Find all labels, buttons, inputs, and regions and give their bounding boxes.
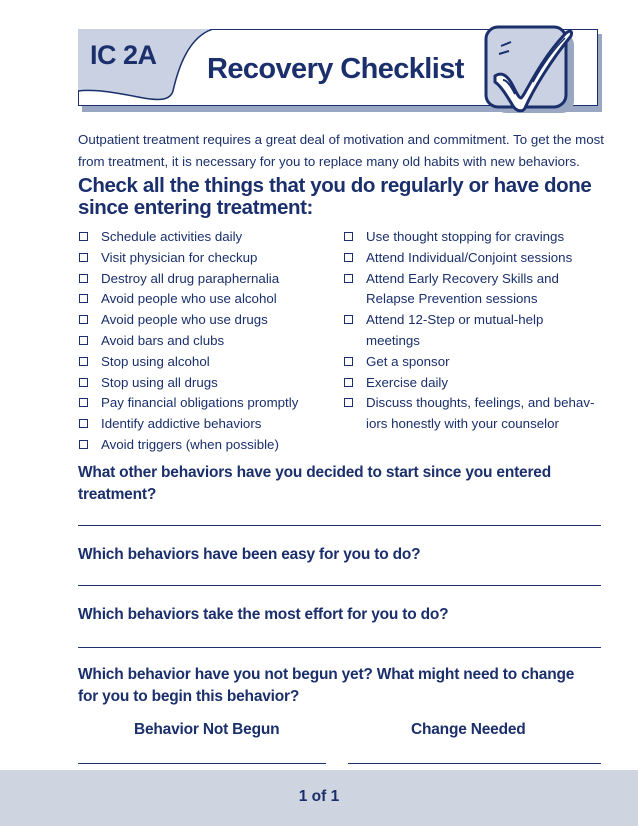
checkbox[interactable] [344, 232, 353, 241]
question-easy-behaviors: Which behaviors have been easy for you to do? [78, 546, 421, 563]
checkbox[interactable] [79, 398, 88, 407]
question-not-begun [78, 664, 608, 708]
answer-line[interactable] [78, 585, 601, 586]
checkbox[interactable] [344, 398, 353, 407]
checklist-item-label: Avoid triggers (when possible) [101, 436, 279, 452]
checklist-item-label: Schedule activities daily [101, 229, 243, 244]
question-line: Which behavior have you not begun yet? What might need to change [78, 666, 575, 683]
checkmark-icon [481, 24, 579, 116]
checklist-item[interactable] [78, 227, 340, 248]
checklist-item-label: Avoid bars and clubs [101, 332, 225, 348]
checkbox[interactable] [344, 357, 353, 366]
checklist-item[interactable] [78, 331, 340, 352]
answer-line-behavior[interactable] [78, 763, 326, 764]
checklist-heading-line: since entering treatment: [78, 196, 313, 219]
checklist-item[interactable] [343, 352, 613, 373]
checklist-item[interactable] [78, 248, 340, 269]
checklist-item-label: Attend 12-Step or mutual-help [366, 312, 544, 328]
checkbox[interactable] [79, 294, 88, 303]
checklist-item[interactable] [78, 393, 340, 414]
checklist-item[interactable] [78, 352, 340, 373]
checklist-item-label: Attend Early Recovery Skills and [366, 270, 559, 286]
answer-line[interactable] [78, 525, 601, 526]
checkbox[interactable] [79, 274, 88, 283]
checklist-item-label: Visit physician for checkup [101, 249, 258, 265]
page-number: 1 of 1 [298, 788, 340, 805]
answer-line[interactable] [78, 647, 601, 648]
checklist-item[interactable] [78, 289, 340, 310]
checkbox[interactable] [344, 274, 353, 283]
question-line: treatment? [78, 486, 157, 503]
checklist-item-label: Pay financial obligations promptly [101, 395, 299, 411]
answer-line-change[interactable] [348, 763, 601, 764]
checkbox[interactable] [344, 315, 353, 324]
checkbox[interactable] [79, 419, 88, 428]
checklist-item[interactable] [78, 373, 340, 394]
checklist-item[interactable] [343, 393, 613, 435]
checklist-item-label-cont: Relapse Prevention sessions [366, 291, 538, 307]
checklist-item-label: Exercise daily [366, 374, 449, 390]
checkbox[interactable] [79, 336, 88, 345]
checkbox[interactable] [79, 440, 88, 449]
checklist-item-label: Attend Individual/Conjoint sessions [366, 249, 573, 265]
question-line: What other behaviors have you decided to start since you entered [78, 464, 551, 481]
question-effort-behaviors: Which behaviors take the most effort for you to do? [78, 606, 449, 623]
checklist-item[interactable] [343, 269, 613, 311]
form-code: IC 2A [90, 40, 157, 70]
checklist-item[interactable] [343, 310, 613, 352]
checklist-item[interactable] [78, 310, 340, 331]
checklist-heading [78, 175, 618, 219]
checklist-item-label: Use thought stopping for cravings [366, 229, 565, 244]
checkbox[interactable] [79, 253, 88, 262]
question-other-behaviors [78, 462, 608, 506]
checklist-item-label: Stop using all drugs [101, 374, 218, 390]
checkbox[interactable] [79, 232, 88, 241]
checklist-left [78, 227, 340, 456]
checklist-right [343, 227, 613, 435]
checkbox[interactable] [79, 378, 88, 387]
page-title: Recovery Checklist [207, 53, 464, 85]
checklist-item-label: Destroy all drug paraphernalia [101, 270, 280, 286]
checklist-item-label: Avoid people who use drugs [101, 312, 268, 328]
column-heading-change-needed: Change Needed [411, 721, 526, 738]
checklist-item[interactable] [343, 227, 613, 248]
checkbox[interactable] [79, 315, 88, 324]
checklist-item[interactable] [78, 435, 340, 456]
column-heading-behavior-not-begun: Behavior Not Begun [134, 721, 280, 738]
checklist-item[interactable] [343, 373, 613, 394]
checklist-heading-line: Check all the things that you do regularly or have done [78, 174, 592, 197]
checklist-item-label-cont: iors honestly with your counselor [366, 416, 559, 432]
checklist-item-label: Avoid people who use alcohol [101, 291, 277, 307]
question-line: for you to begin this behavior? [78, 688, 300, 705]
checklist-item-label: Stop using alcohol [101, 353, 210, 369]
checklist-item[interactable] [78, 414, 340, 435]
checklist-item-label: Identify addictive behaviors [101, 416, 262, 432]
checkbox[interactable] [79, 357, 88, 366]
intro-paragraph: Outpatient treatment requires a great deal of motivation and commitment. To get the most from treatment, it is necessary for you to replace many old habits with new behaviors. [78, 132, 604, 169]
checkbox[interactable] [344, 253, 353, 262]
checklist-item-label: Discuss thoughts, feelings, and behav- [366, 395, 595, 411]
checkbox[interactable] [344, 378, 353, 387]
checklist-item-label-cont: meetings [366, 332, 420, 348]
checklist-item-label: Get a sponsor [366, 353, 450, 369]
checklist-item[interactable] [343, 248, 613, 269]
checklist-item[interactable] [78, 269, 340, 290]
